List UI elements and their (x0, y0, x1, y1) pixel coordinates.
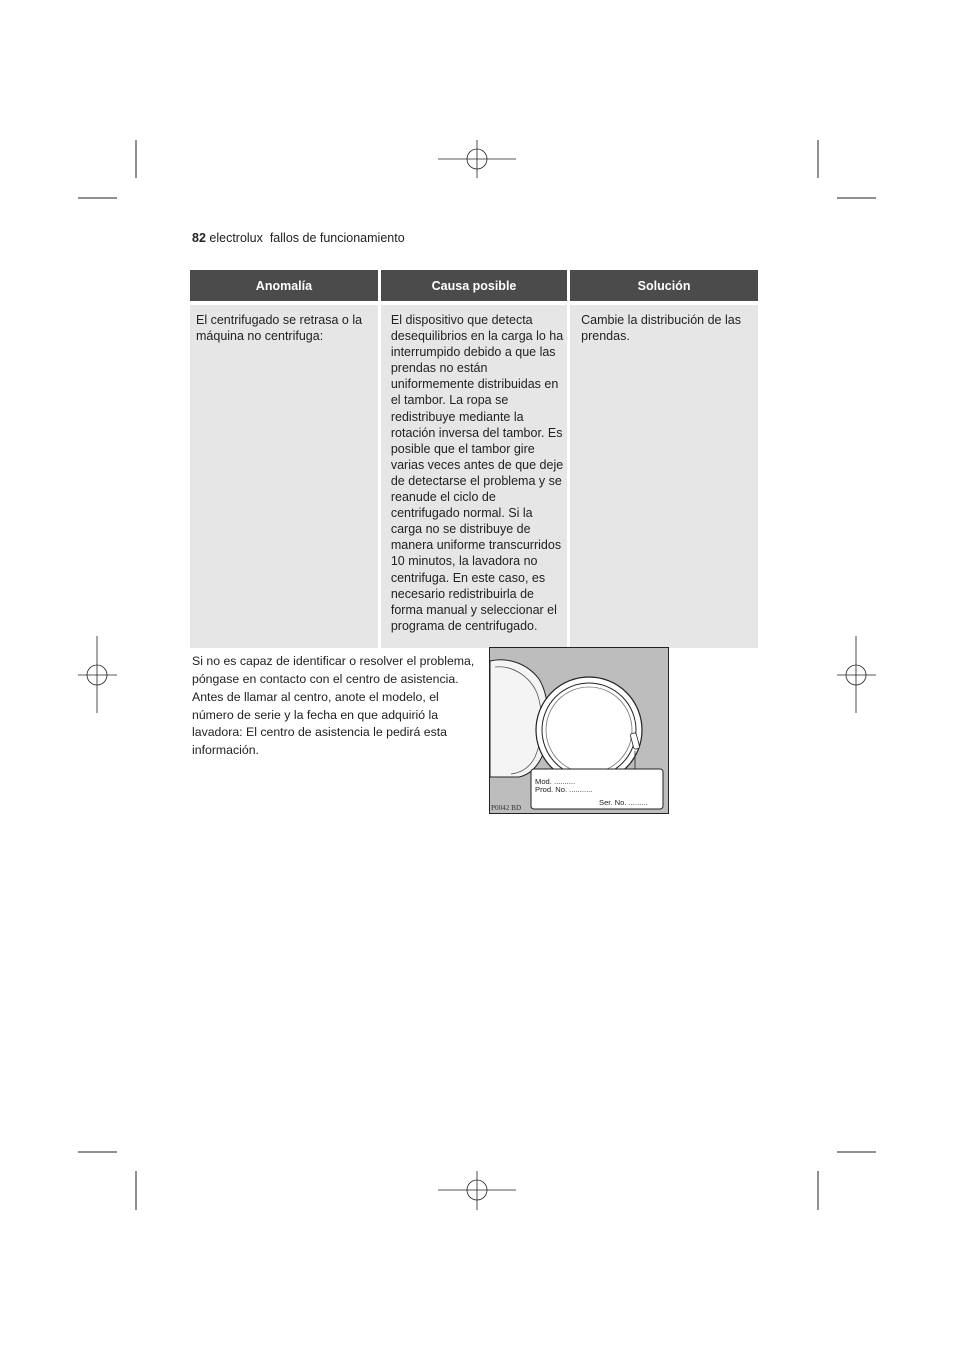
table-header-row (190, 270, 758, 301)
plate-serial-number: Ser. No. ......... (599, 798, 648, 807)
running-title: electrolux fallos de funcionamiento (209, 231, 405, 245)
contact-service-paragraph: Si no es capaz de identificar o resolver el problema, póngase en contacto con el centro de asistencia. Antes de llamar al centro, anote el modelo, el número de serie y la fecha en que adquirió la lavadora: El centro de asistencia le pedirá esta información. (192, 654, 475, 758)
column-header-cause: Causa posible (381, 270, 567, 301)
plate-model: Mod. .......... (535, 777, 576, 786)
column-header-anomaly: Anomalía (190, 270, 378, 301)
figure-code: P0042 BD (491, 804, 522, 812)
cause-cell: El dispositivo que detecta desequilibrios en la carga lo ha interrumpido debido a que las prendas no están uniformemente distribuidas en el tambor. La ropa se redistribuye mediante la rotación inversa del tambor. Es posible que el tambor gire varias veces antes de que deje de detectarse el problema y se reanude el ciclo de centrifugado normal. Si la carga no se distribuye de manera uniforme transcurridos 10 minutos, la lavadora no centrifuga. En este caso, es necesario redistribuirla de forma manual y seleccionar el programa de centrifugado. (381, 305, 567, 648)
solution-cell: Cambie la distribución de las prendas. (570, 305, 758, 648)
rating-plate-figure (489, 647, 670, 814)
running-header (192, 231, 405, 245)
plate-product-number: Prod. No. ........... (535, 785, 593, 794)
troubleshooting-table (187, 270, 761, 648)
table-row (190, 305, 758, 648)
page-number: 82 (192, 231, 206, 245)
anomaly-cell: El centrifugado se retrasa o la máquina no centrifuga: (190, 305, 378, 648)
washing-machine-door-illustration (489, 647, 670, 814)
column-header-solution: Solución (570, 270, 758, 301)
